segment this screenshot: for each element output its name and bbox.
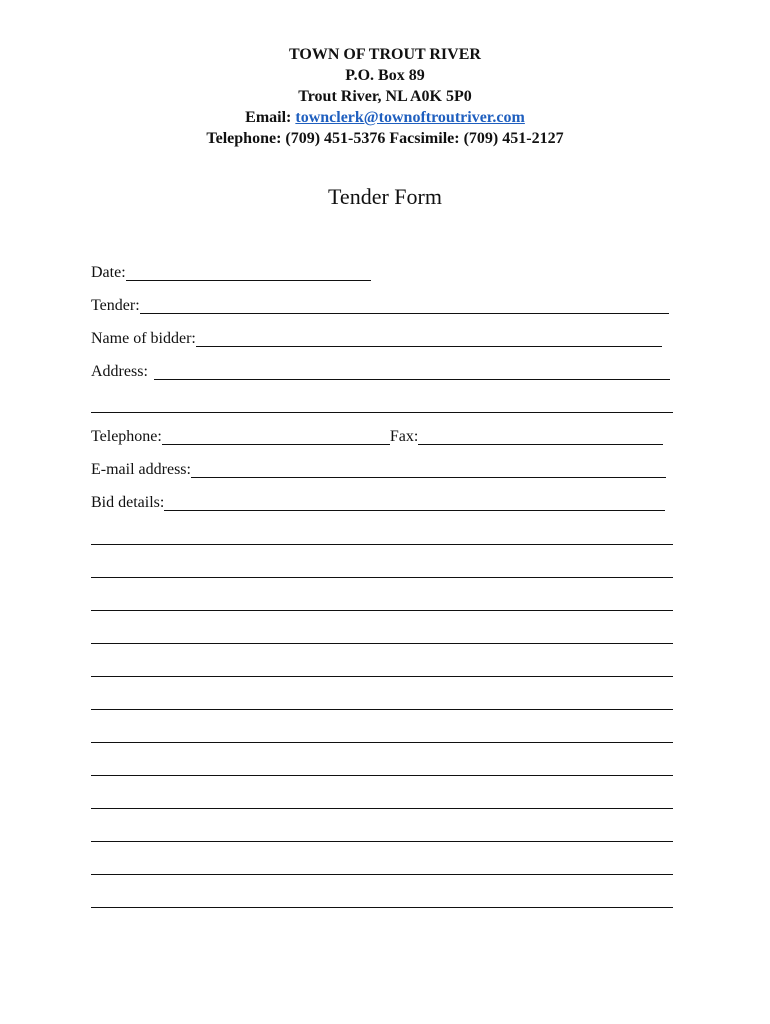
tender-row (91, 296, 669, 316)
address-label: Address: (91, 363, 148, 380)
bid-details-label: Bid details: (91, 494, 165, 511)
fax-blank[interactable] (418, 429, 663, 445)
email-line (0, 107, 770, 128)
bid-details-line[interactable] (91, 642, 673, 644)
address-blank[interactable] (154, 364, 670, 380)
email-address-row (91, 460, 666, 480)
org-name: TOWN OF TROUT RIVER (289, 46, 481, 63)
fax-label: Fax: (389, 428, 419, 445)
date-blank[interactable] (126, 265, 371, 281)
bid-details-line[interactable] (91, 741, 673, 743)
letterhead (0, 44, 770, 149)
telephone-fax-row (91, 427, 663, 447)
bid-details-line[interactable] (91, 543, 673, 545)
phone-line: Telephone: (709) 451-5376 Facsimile: (709) 451-2127 (206, 130, 564, 147)
bid-details-line[interactable] (91, 774, 673, 776)
bid-details-line[interactable] (91, 807, 673, 809)
address-row (91, 362, 670, 382)
bidder-label: Name of bidder: (91, 330, 196, 347)
bid-details-line[interactable] (91, 840, 673, 842)
bid-details-blank[interactable] (164, 495, 665, 511)
bidder-blank[interactable] (196, 331, 662, 347)
email-address-label: E-mail address: (91, 461, 191, 478)
email-address-blank[interactable] (191, 462, 666, 478)
po-box: P.O. Box 89 (345, 67, 425, 84)
bid-details-line[interactable] (91, 906, 673, 908)
email-link[interactable]: townclerk@townoftroutriver.com (295, 109, 525, 126)
telephone-label: Telephone: (91, 428, 162, 445)
bidder-row (91, 329, 662, 349)
bid-details-line[interactable] (91, 609, 673, 611)
city-line: Trout River, NL A0K 5P0 (298, 88, 472, 105)
bid-details-line[interactable] (91, 675, 673, 677)
bid-details-row (91, 493, 665, 513)
tender-blank[interactable] (140, 298, 669, 314)
page-title: Tender Form (328, 184, 442, 209)
date-label: Date: (91, 264, 126, 281)
bid-details-line[interactable] (91, 708, 673, 710)
bid-details-line[interactable] (91, 576, 673, 578)
telephone-blank[interactable] (162, 429, 390, 445)
address-blank-2[interactable] (91, 411, 673, 413)
tender-label: Tender: (91, 297, 140, 314)
bid-details-line[interactable] (91, 873, 673, 875)
date-row (91, 263, 371, 283)
email-label: Email: (245, 109, 292, 126)
